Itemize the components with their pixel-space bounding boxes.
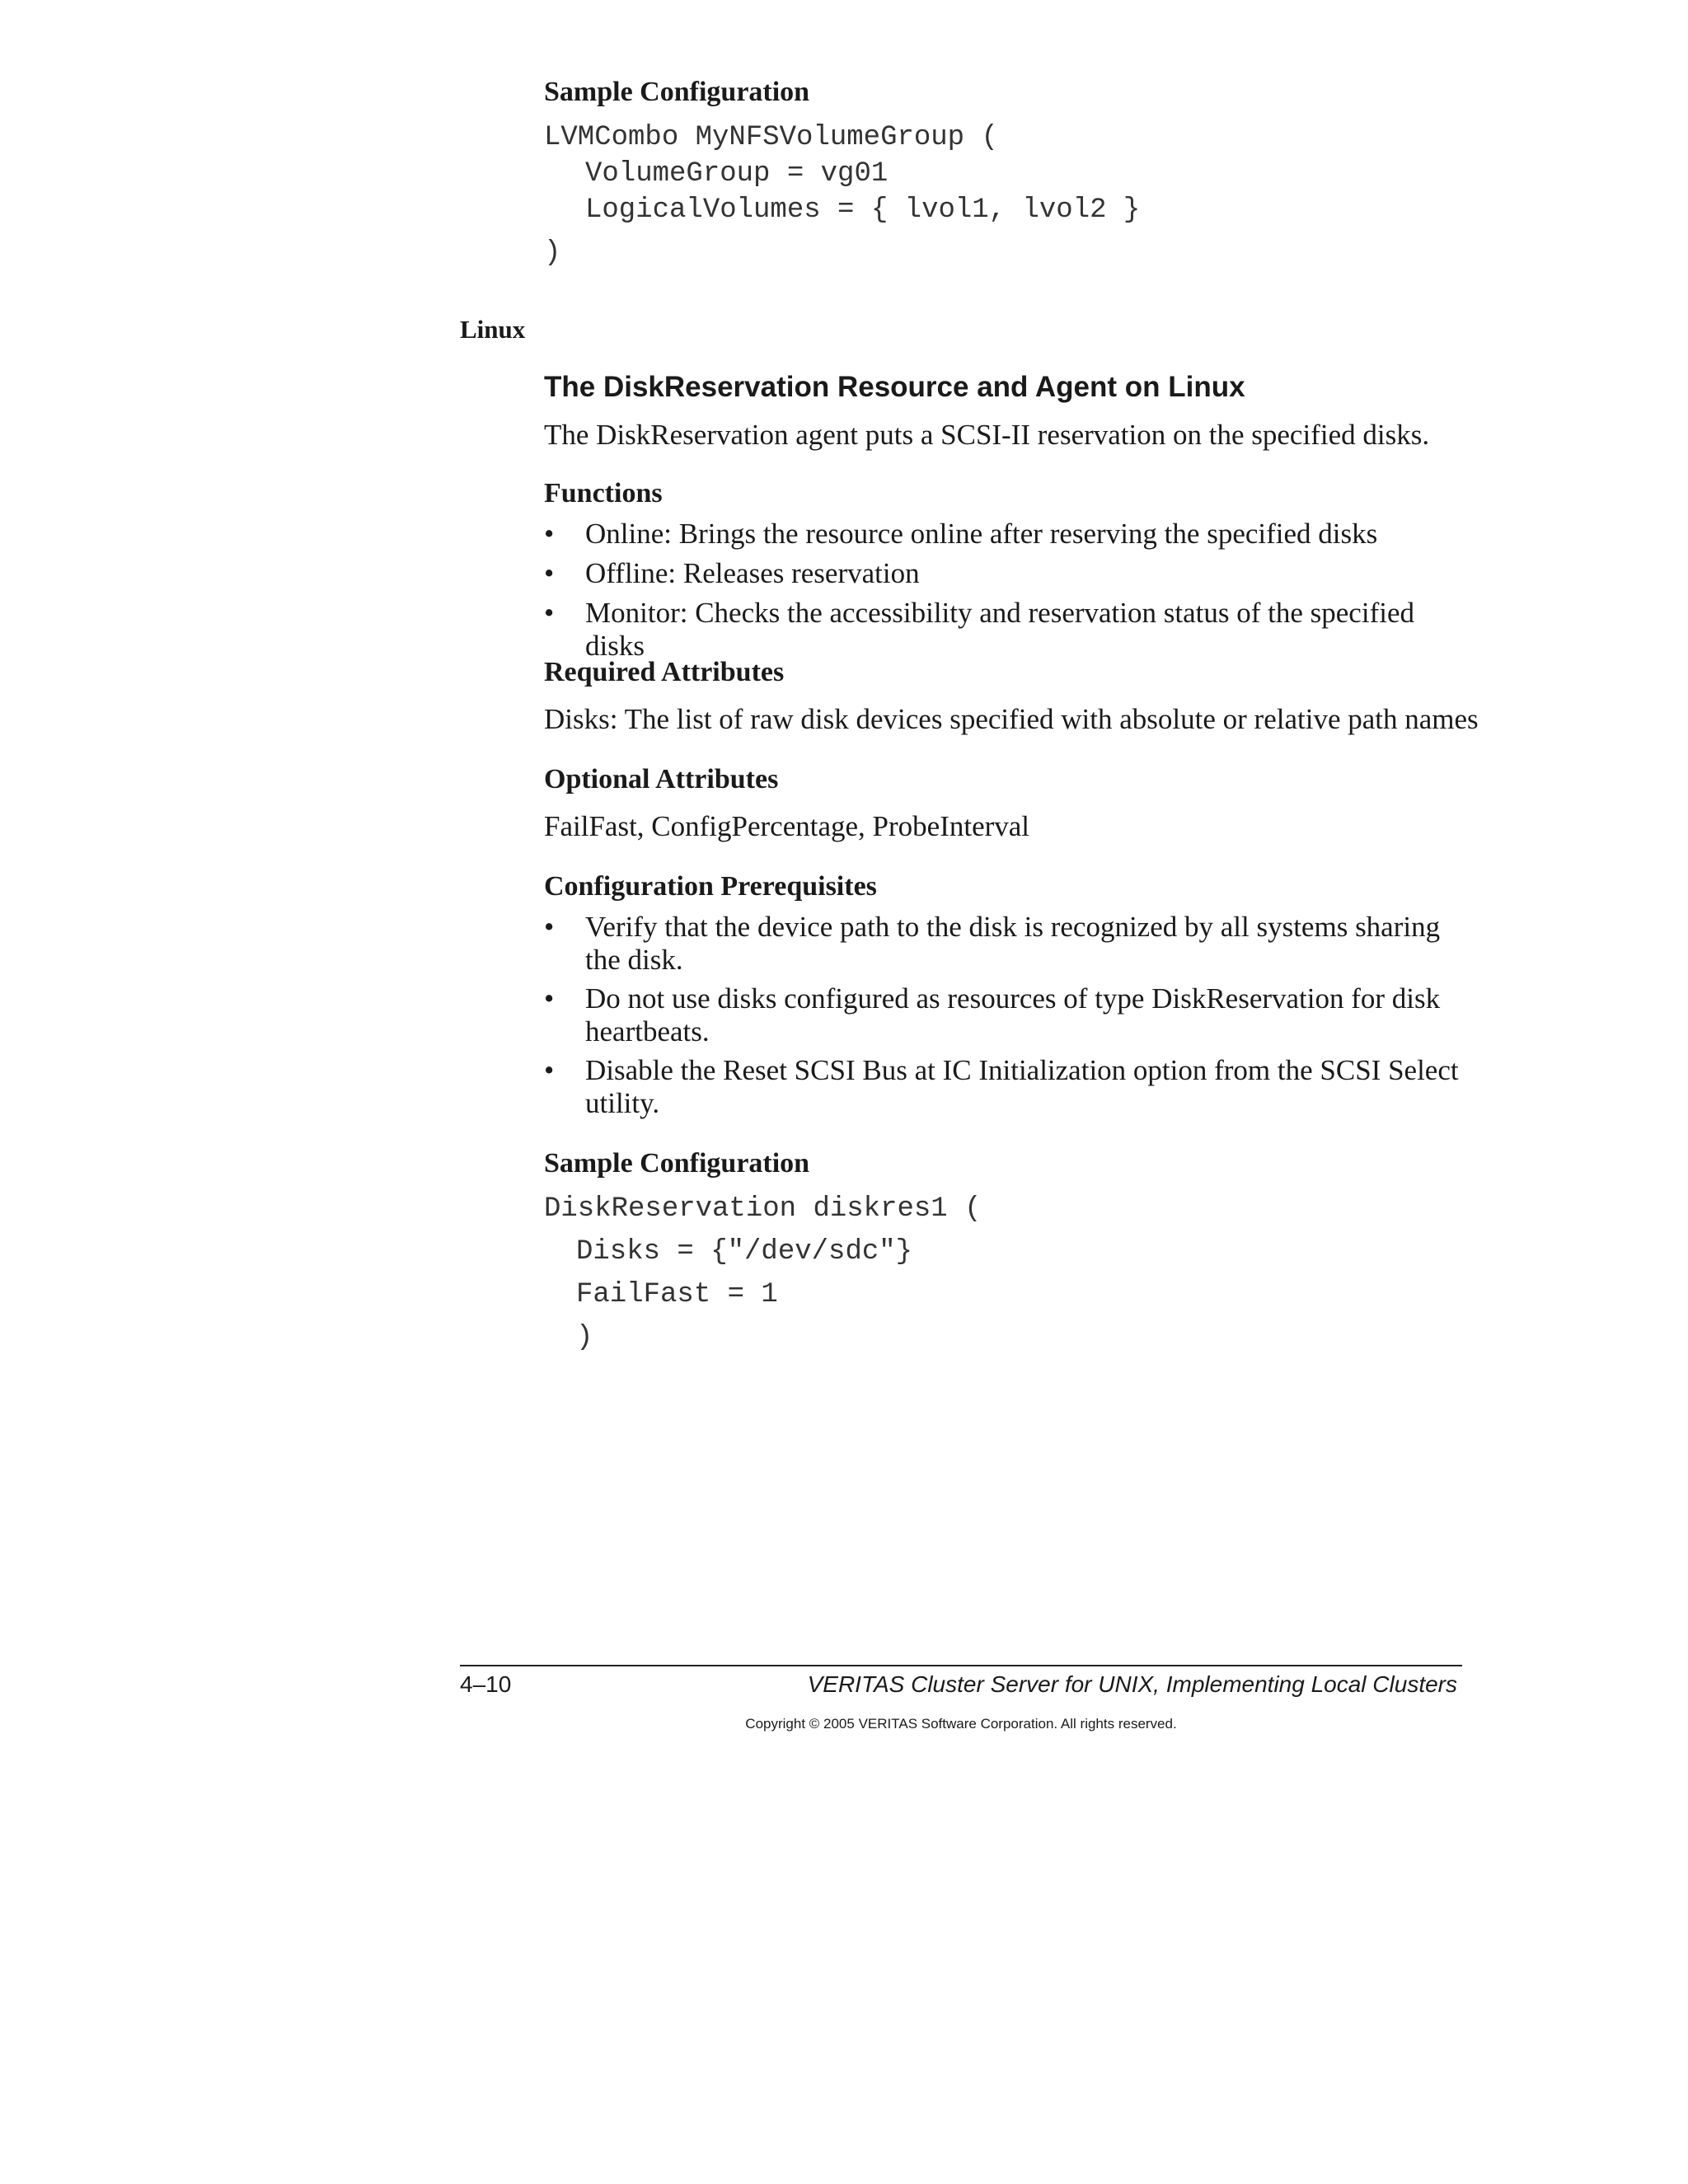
- code-line: VolumeGroup = vg01: [585, 158, 889, 190]
- section-title: The DiskReservation Resource and Agent on Linux: [544, 371, 1245, 403]
- intro-paragraph: The DiskReservation agent puts a SCSI-II reservation on the specified disks.: [544, 419, 1430, 451]
- list-item-text: Do not use disks configured as resources of type DiskReservation for disk heartbeats.: [585, 982, 1441, 1047]
- code-line: ): [544, 237, 561, 269]
- list-item-text: Online: Brings the resource online after reserving the specified disks: [585, 518, 1378, 550]
- list-item: [544, 911, 1475, 977]
- bullet-icon: •: [544, 597, 555, 629]
- bullet-icon: •: [544, 1054, 555, 1086]
- code-line: Disks = {"/dev/sdc"}: [576, 1236, 913, 1268]
- sample-config-heading-2: Sample Configuration: [544, 1148, 810, 1179]
- optional-attributes-text: FailFast, ConfigPercentage, ProbeInterval: [544, 810, 1030, 842]
- book-title: VERITAS Cluster Server for UNIX, Implementing Local Clusters: [807, 1671, 1457, 1697]
- bullet-icon: •: [544, 911, 555, 943]
- list-item-text: Disable the Reset SCSI Bus at IC Initialization option from the SCSI Select utility.: [585, 1054, 1459, 1119]
- required-attributes-heading: Required Attributes: [544, 657, 785, 687]
- optional-attributes-heading: Optional Attributes: [544, 764, 779, 794]
- sample-config-heading-1: Sample Configuration: [544, 77, 810, 107]
- bullet-icon: •: [544, 982, 555, 1015]
- platform-label: Linux: [460, 315, 526, 344]
- list-item-text: Verify that the device path to the disk is recognized by all systems sharing the disk.: [585, 911, 1441, 976]
- code-line: ): [576, 1322, 593, 1353]
- config-prereq-heading: Configuration Prerequisites: [544, 871, 877, 902]
- copyright-notice: Copyright © 2005 VERITAS Software Corporation. All rights reserved.: [745, 1716, 1177, 1732]
- list-item: [544, 982, 1475, 1048]
- bullet-icon: •: [544, 518, 555, 550]
- page-number: 4–10: [460, 1671, 512, 1697]
- bullet-icon: •: [544, 557, 555, 589]
- functions-heading: Functions: [544, 478, 663, 509]
- footer-rule: [460, 1665, 1462, 1666]
- code-line: FailFast = 1: [576, 1279, 778, 1310]
- required-attributes-text: Disks: The list of raw disk devices specified with absolute or relative path names: [544, 703, 1479, 735]
- list-item: [544, 1054, 1475, 1120]
- code-line: DiskReservation diskres1 (: [544, 1193, 982, 1225]
- code-line: LVMCombo MyNFSVolumeGroup (: [544, 122, 998, 153]
- list-item-text: Offline: Releases reservation: [585, 557, 920, 589]
- list-item-text: Monitor: Checks the accessibility and reservation status of the specified disks: [585, 597, 1414, 662]
- code-line: LogicalVolumes = { lvol1, lvol2 }: [585, 194, 1141, 226]
